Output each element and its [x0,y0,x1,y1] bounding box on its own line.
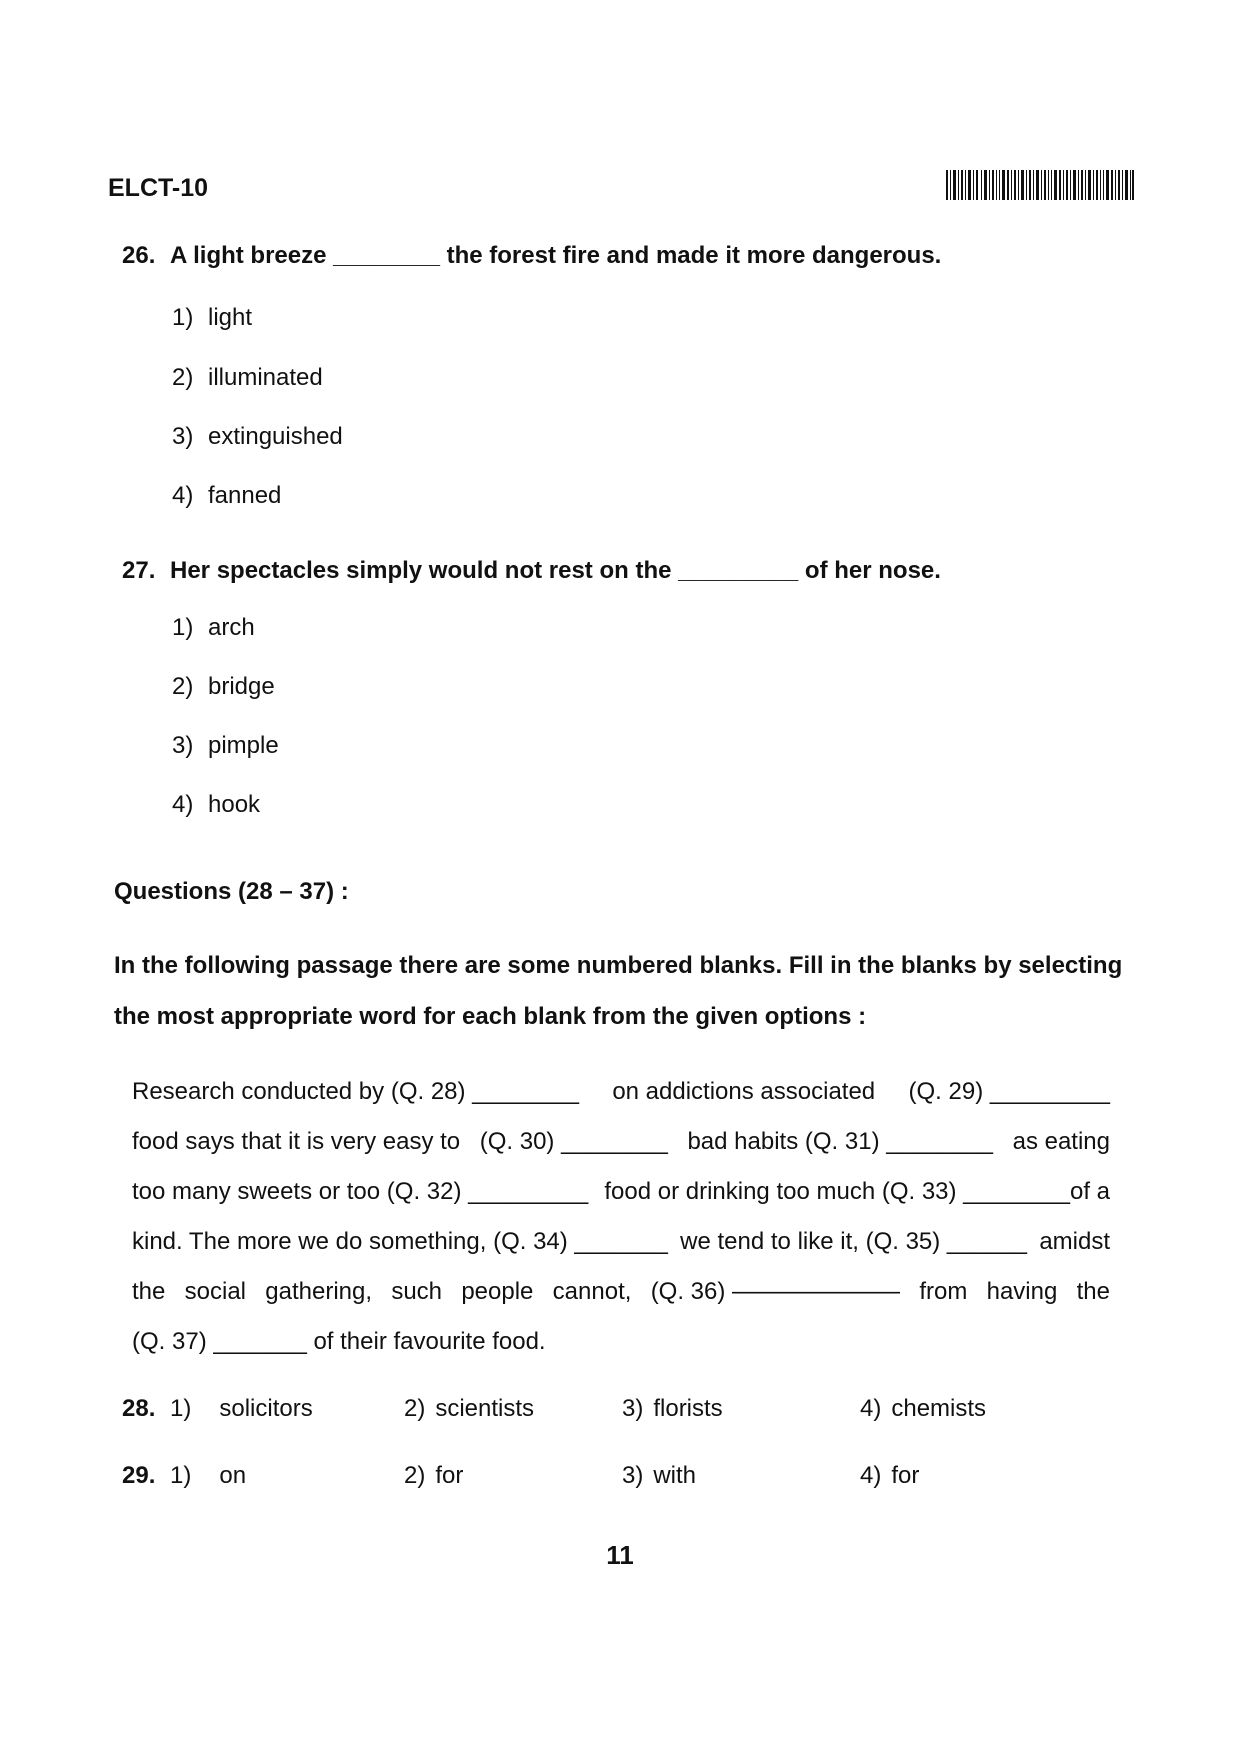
option-number: 3) [622,1395,644,1422]
passage-word: such [391,1278,443,1305]
question-27 [122,557,941,585]
passage-word: social [184,1278,247,1305]
option-text: light [208,304,253,331]
option-number: 4) [860,1395,882,1422]
passage-word: the [132,1278,166,1305]
passage-word: people [461,1278,534,1305]
passage-segment: (Q. 30) ________ [479,1128,668,1155]
option-text: scientists [435,1395,535,1422]
answer-option-2[interactable] [404,1462,463,1490]
option-text: for [891,1462,920,1489]
option-number: 4) [172,482,194,509]
passage-segment: as eating [1012,1128,1110,1155]
option-number: 2) [404,1462,426,1489]
question-26-option-1[interactable] [172,304,252,332]
question-27-option-2[interactable] [172,673,275,701]
passage-word: having [986,1278,1058,1305]
passage-segment: on addictions associated [612,1078,876,1105]
answer-option-4[interactable] [860,1395,986,1423]
question-26-option-2[interactable] [172,364,323,392]
option-number: 1) [172,614,194,641]
question-27-option-4[interactable] [172,791,260,819]
section-instruction: In the following passage there are some numbered blanks. Fill in the blanks by selecting the most appropriate word for each blank from the given options : [114,952,1123,1030]
question-number: 26. [122,242,156,269]
question-stem: Her spectacles simply would not rest on the _________ of her nose. [170,557,941,584]
passage-segment: food or drinking too much (Q. 33) ________of a [604,1178,1110,1205]
passage-segment: Research conducted by (Q. 28) ________ [132,1078,579,1105]
exam-code: ELCT-10 [108,174,209,202]
row-number: 29. [122,1462,156,1489]
option-number: 2) [172,364,194,391]
passage-line-4 [132,1228,1110,1256]
option-text: extinguished [208,423,343,450]
question-26-option-4[interactable] [172,482,281,510]
option-text: bridge [208,673,275,700]
passage-line-1 [132,1078,1110,1106]
option-text: florists [653,1395,723,1422]
question-27-option-1[interactable] [172,614,255,642]
option-text: arch [208,614,255,641]
question-26-option-3[interactable] [172,423,343,451]
answer-option-3[interactable] [622,1462,696,1490]
answer-option-1[interactable] [170,1462,246,1490]
passage-segment: food says that it is very easy to [132,1128,461,1155]
row-number: 28. [122,1395,156,1422]
passage-line-6 [132,1328,546,1356]
option-text: for [435,1462,464,1489]
option-number: 1) [170,1462,192,1489]
passage-segment: (Q. 37) _______ of their favourite food. [132,1328,546,1355]
question-26 [122,242,941,270]
section-heading: Questions (28 – 37) : [114,878,349,905]
option-number: 3) [172,423,194,450]
passage-segment: we tend to like it, (Q. 35) ______ [680,1228,1028,1255]
option-number: 3) [172,732,194,759]
option-text: solicitors [219,1395,313,1422]
passage-word: (Q. 36) ——————— [650,1278,901,1305]
answer-option-1[interactable] [170,1395,313,1423]
option-text: pimple [208,732,279,759]
question-stem: A light breeze ________ the forest fire and made it more dangerous. [170,242,942,269]
option-text: on [219,1462,247,1489]
passage-word: the [1076,1278,1110,1305]
option-number: 3) [622,1462,644,1489]
option-text: hook [208,791,261,818]
passage-segment: too many sweets or too (Q. 32) _________ [132,1178,589,1205]
question-27-option-3[interactable] [172,732,279,760]
passage-line-5 [132,1278,1110,1306]
option-text: illuminated [208,364,323,391]
option-number: 2) [404,1395,426,1422]
passage-segment: amidst [1039,1228,1110,1255]
option-number: 2) [172,673,194,700]
option-number: 4) [860,1462,882,1489]
barcode-image [946,170,1134,200]
question-number: 27. [122,557,156,584]
page-number: 11 [606,1540,634,1570]
answer-option-4[interactable] [860,1462,919,1490]
option-text: fanned [208,482,282,509]
option-number: 4) [172,791,194,818]
passage-segment: kind. The more we do something, (Q. 34) _______ [132,1228,668,1255]
passage-segment: bad habits (Q. 31) ________ [687,1128,994,1155]
passage-line-3 [132,1178,1110,1206]
passage-word: gathering, [265,1278,373,1305]
option-text: chemists [891,1395,987,1422]
passage-word: from [919,1278,968,1305]
answer-option-2[interactable] [404,1395,534,1423]
passage-line-2 [132,1128,1110,1156]
passage-segment: (Q. 29) _________ [908,1078,1110,1105]
passage-word: cannot, [552,1278,632,1305]
option-number: 1) [172,304,194,331]
answer-option-3[interactable] [622,1395,723,1423]
option-number: 1) [170,1395,192,1422]
option-text: with [653,1462,697,1489]
